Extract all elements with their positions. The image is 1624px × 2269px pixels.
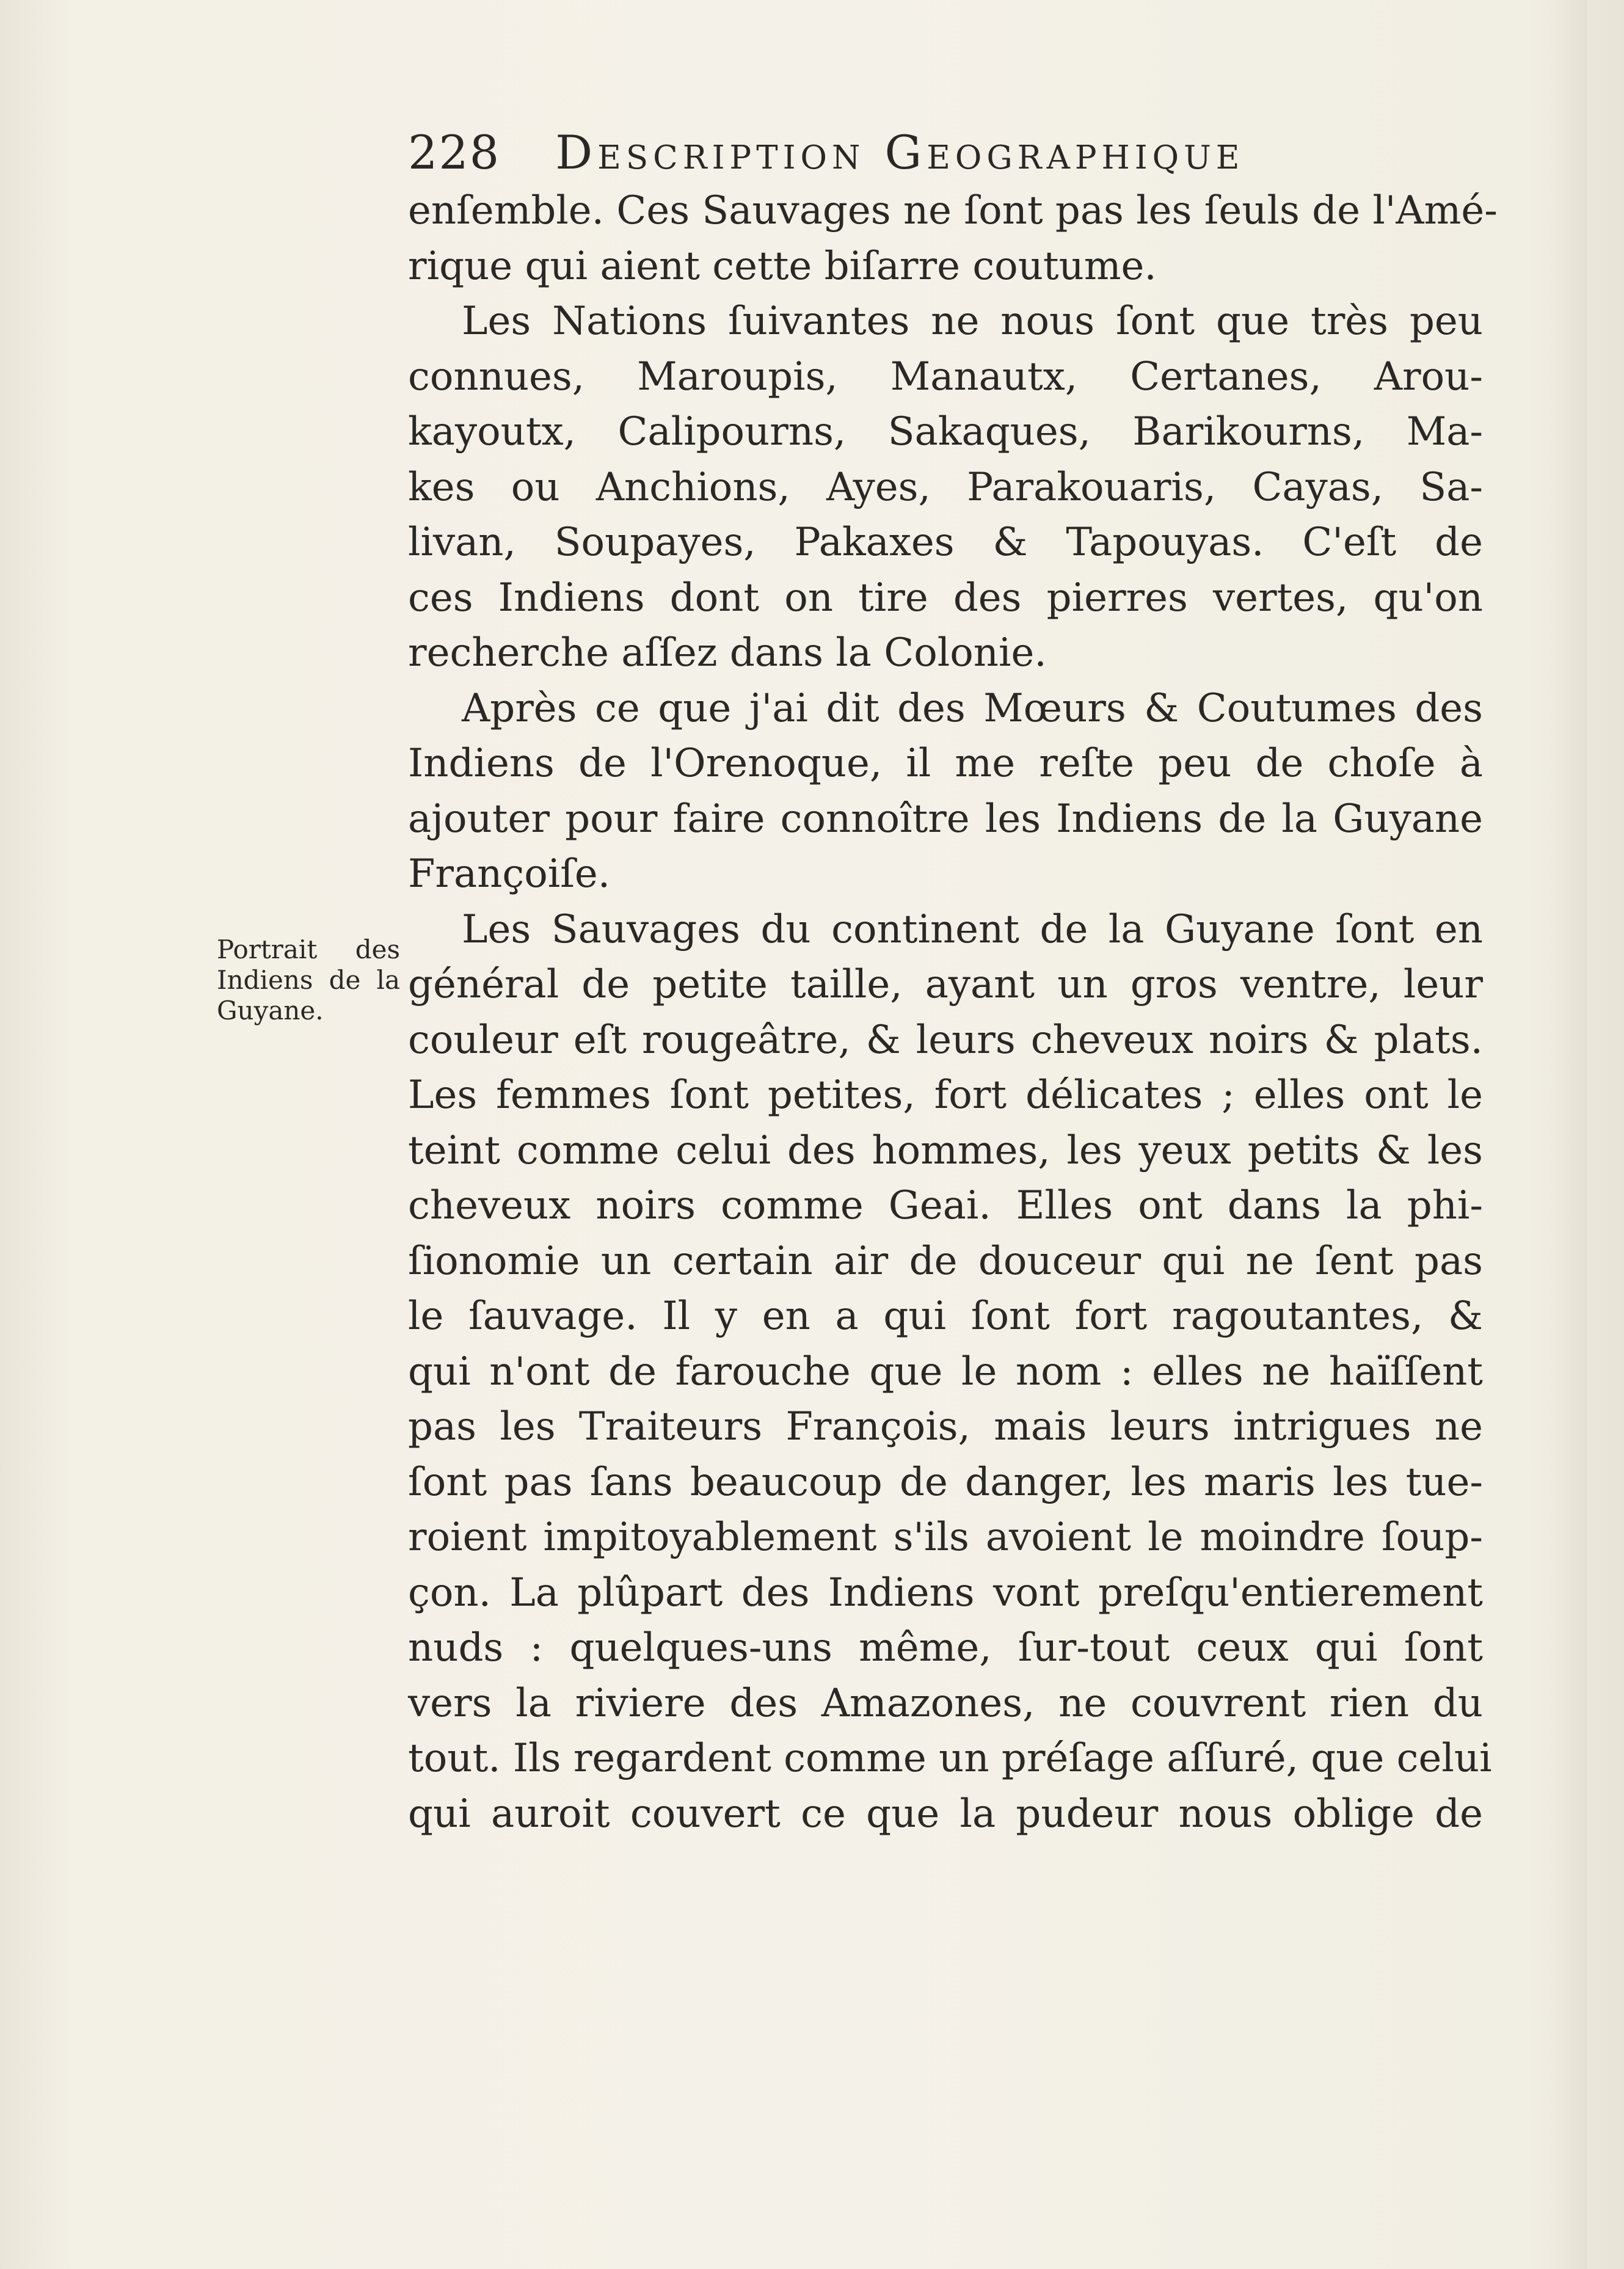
text-line: ſionomie un certain air de douceur qui ne ſent pas bbox=[408, 1238, 1483, 1284]
text-line: tout. Ils regardent comme un préſage aſſuré, que celui bbox=[408, 1736, 1492, 1781]
running-header bbox=[408, 122, 1495, 183]
page-number: 228 bbox=[408, 125, 501, 180]
text-line: kayoutx, Calipourns, Sakaques, Barikourns, Ma- bbox=[408, 409, 1483, 454]
text-line: ces Indiens dont on tire des pierres vertes, qu'on bbox=[408, 575, 1483, 621]
text-line: connues, Maroupis, Manautx, Certanes, Arou- bbox=[408, 354, 1483, 399]
text-line: teint comme celui des hommes, les yeux petits & les bbox=[408, 1127, 1483, 1173]
text-line: çon. La plûpart des Indiens vont preſqu'entierement bbox=[408, 1570, 1483, 1615]
text-line: pas les Traiteurs François, mais leurs intrigues ne bbox=[408, 1404, 1483, 1449]
text-line: recherche aſſez dans la Colonie. bbox=[408, 630, 1047, 676]
text-line: vers la riviere des Amazones, ne couvrent rien du bbox=[408, 1680, 1483, 1726]
text-line: ſont pas ſans beaucoup de danger, les maris les tue- bbox=[408, 1459, 1483, 1505]
margin-note-line: Guyane. bbox=[217, 996, 324, 1025]
running-title: Description Geographique bbox=[555, 125, 1245, 180]
text-line: qui n'ont de farouche que le nom : elles ne haïſſent bbox=[408, 1349, 1483, 1394]
paragraph-start-line: Les Nations ſuivantes ne nous ſont que très peu bbox=[462, 299, 1483, 344]
margin-note bbox=[217, 934, 400, 1026]
margin-note-line: Indiens de la bbox=[217, 965, 400, 995]
text-line: cheveux noirs comme Geai. Elles ont dans la phi- bbox=[408, 1183, 1483, 1228]
text-line: ajouter pour faire connoître les Indiens de la Guyane bbox=[408, 796, 1483, 842]
text-line: Françoiſe. bbox=[408, 851, 611, 897]
text-line: enſemble. Ces Sauvages ne ſont pas les ſeuls de l'Amé- bbox=[408, 188, 1498, 233]
text-line: qui auroit couvert ce que la pudeur nous oblige de bbox=[408, 1791, 1483, 1837]
text-line: général de petite taille, ayant un gros ventre, leur bbox=[408, 962, 1483, 1007]
paragraph-start-line: Après ce que j'ai dit des Mœurs & Coutumes des bbox=[462, 685, 1483, 731]
text-line: rique qui aient cette biſarre coutume. bbox=[408, 243, 1157, 289]
text-line: Indiens de l'Orenoque, il me reſte peu de choſe à bbox=[408, 741, 1483, 786]
text-line: roient impitoyablement s'ils avoient le moindre ſoup- bbox=[408, 1515, 1483, 1560]
text-line: livan, Soupayes, Pakaxes & Tapouyas. C'eſt de bbox=[408, 520, 1483, 565]
text-line: kes ou Anchions, Ayes, Parakouaris, Cayas, Sa- bbox=[408, 464, 1483, 510]
paragraph-start-line: Les Sauvages du continent de la Guyane ſont en bbox=[462, 906, 1483, 952]
text-line: le ſauvage. Il y en a qui ſont fort ragoutantes, & bbox=[408, 1294, 1483, 1339]
page-edge-shadow bbox=[1551, 0, 1587, 2269]
text-line: nuds : quelques-uns même, ſur-tout ceux qui ſont bbox=[408, 1625, 1483, 1670]
text-line: Les femmes ſont petites, fort délicates ; elles ont le bbox=[408, 1073, 1483, 1118]
margin-note-line: Portrait des bbox=[217, 934, 400, 964]
text-line: couleur eſt rougeâtre, & leurs cheveux noirs & plats. bbox=[408, 1017, 1483, 1063]
body-text bbox=[408, 183, 1498, 1841]
